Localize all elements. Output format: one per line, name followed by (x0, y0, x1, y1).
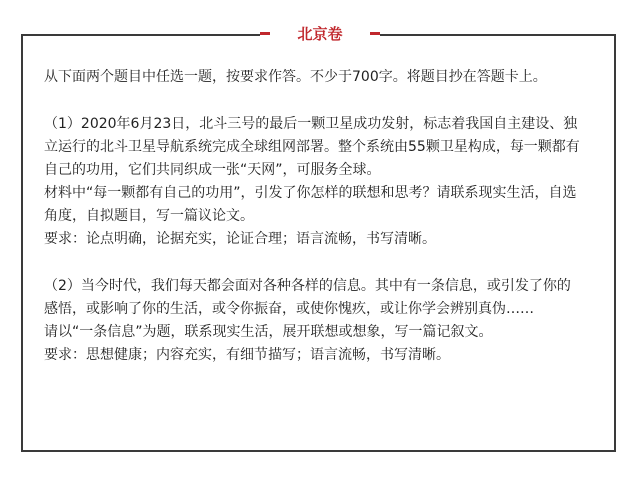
document-body (44, 66, 599, 367)
question2-line: （2）当今时代，我们每天都会面对各种各样的信息。其中有一条信息，或引发了你的 (44, 278, 571, 294)
title-header (260, 22, 380, 46)
intro-text: 从下面两个题目中任选一题，按要求作答。不少于700字。将题目抄在答题卡上。 (44, 69, 547, 85)
title-decoration-left (260, 32, 270, 35)
page-title: 北京卷 (297, 25, 343, 43)
question1-line: （1）2020年6月23日，北斗三号的最后一颗卫星成功发射，标志着我国自主建设、独 (44, 116, 578, 132)
question1-requirement: 要求：论点明确，论据充实，论证合理；语言流畅，书写清晰。 (44, 231, 436, 247)
title-decoration-right (370, 32, 380, 35)
question2-line: 感悟，或影响了你的生活，或令你振奋，或使你愧疚，或让你学会辨别真伪…… (44, 301, 534, 317)
question1-line: 材料中“每一颗都有自己的功用”，引发了你怎样的联想和思考？请联系现实生活，自选 (44, 185, 577, 201)
question2-line: 请以“一条信息”为题，联系现实生活，展开联想或想象，写一篇记叙文。 (44, 324, 493, 340)
question1-line: 角度，自拟题目，写一篇议论文。 (44, 208, 254, 224)
question1-line: 自己的功用，它们共同织成一张“天网”，可服务全球。 (44, 162, 381, 178)
question2-requirement: 要求：思想健康；内容充实，有细节描写；语言流畅，书写清晰。 (44, 347, 450, 363)
question1-line: 立运行的北斗卫星导航系统完成全球组网部署。整个系统由55颗卫星构成，每一颗都有 (44, 139, 580, 155)
